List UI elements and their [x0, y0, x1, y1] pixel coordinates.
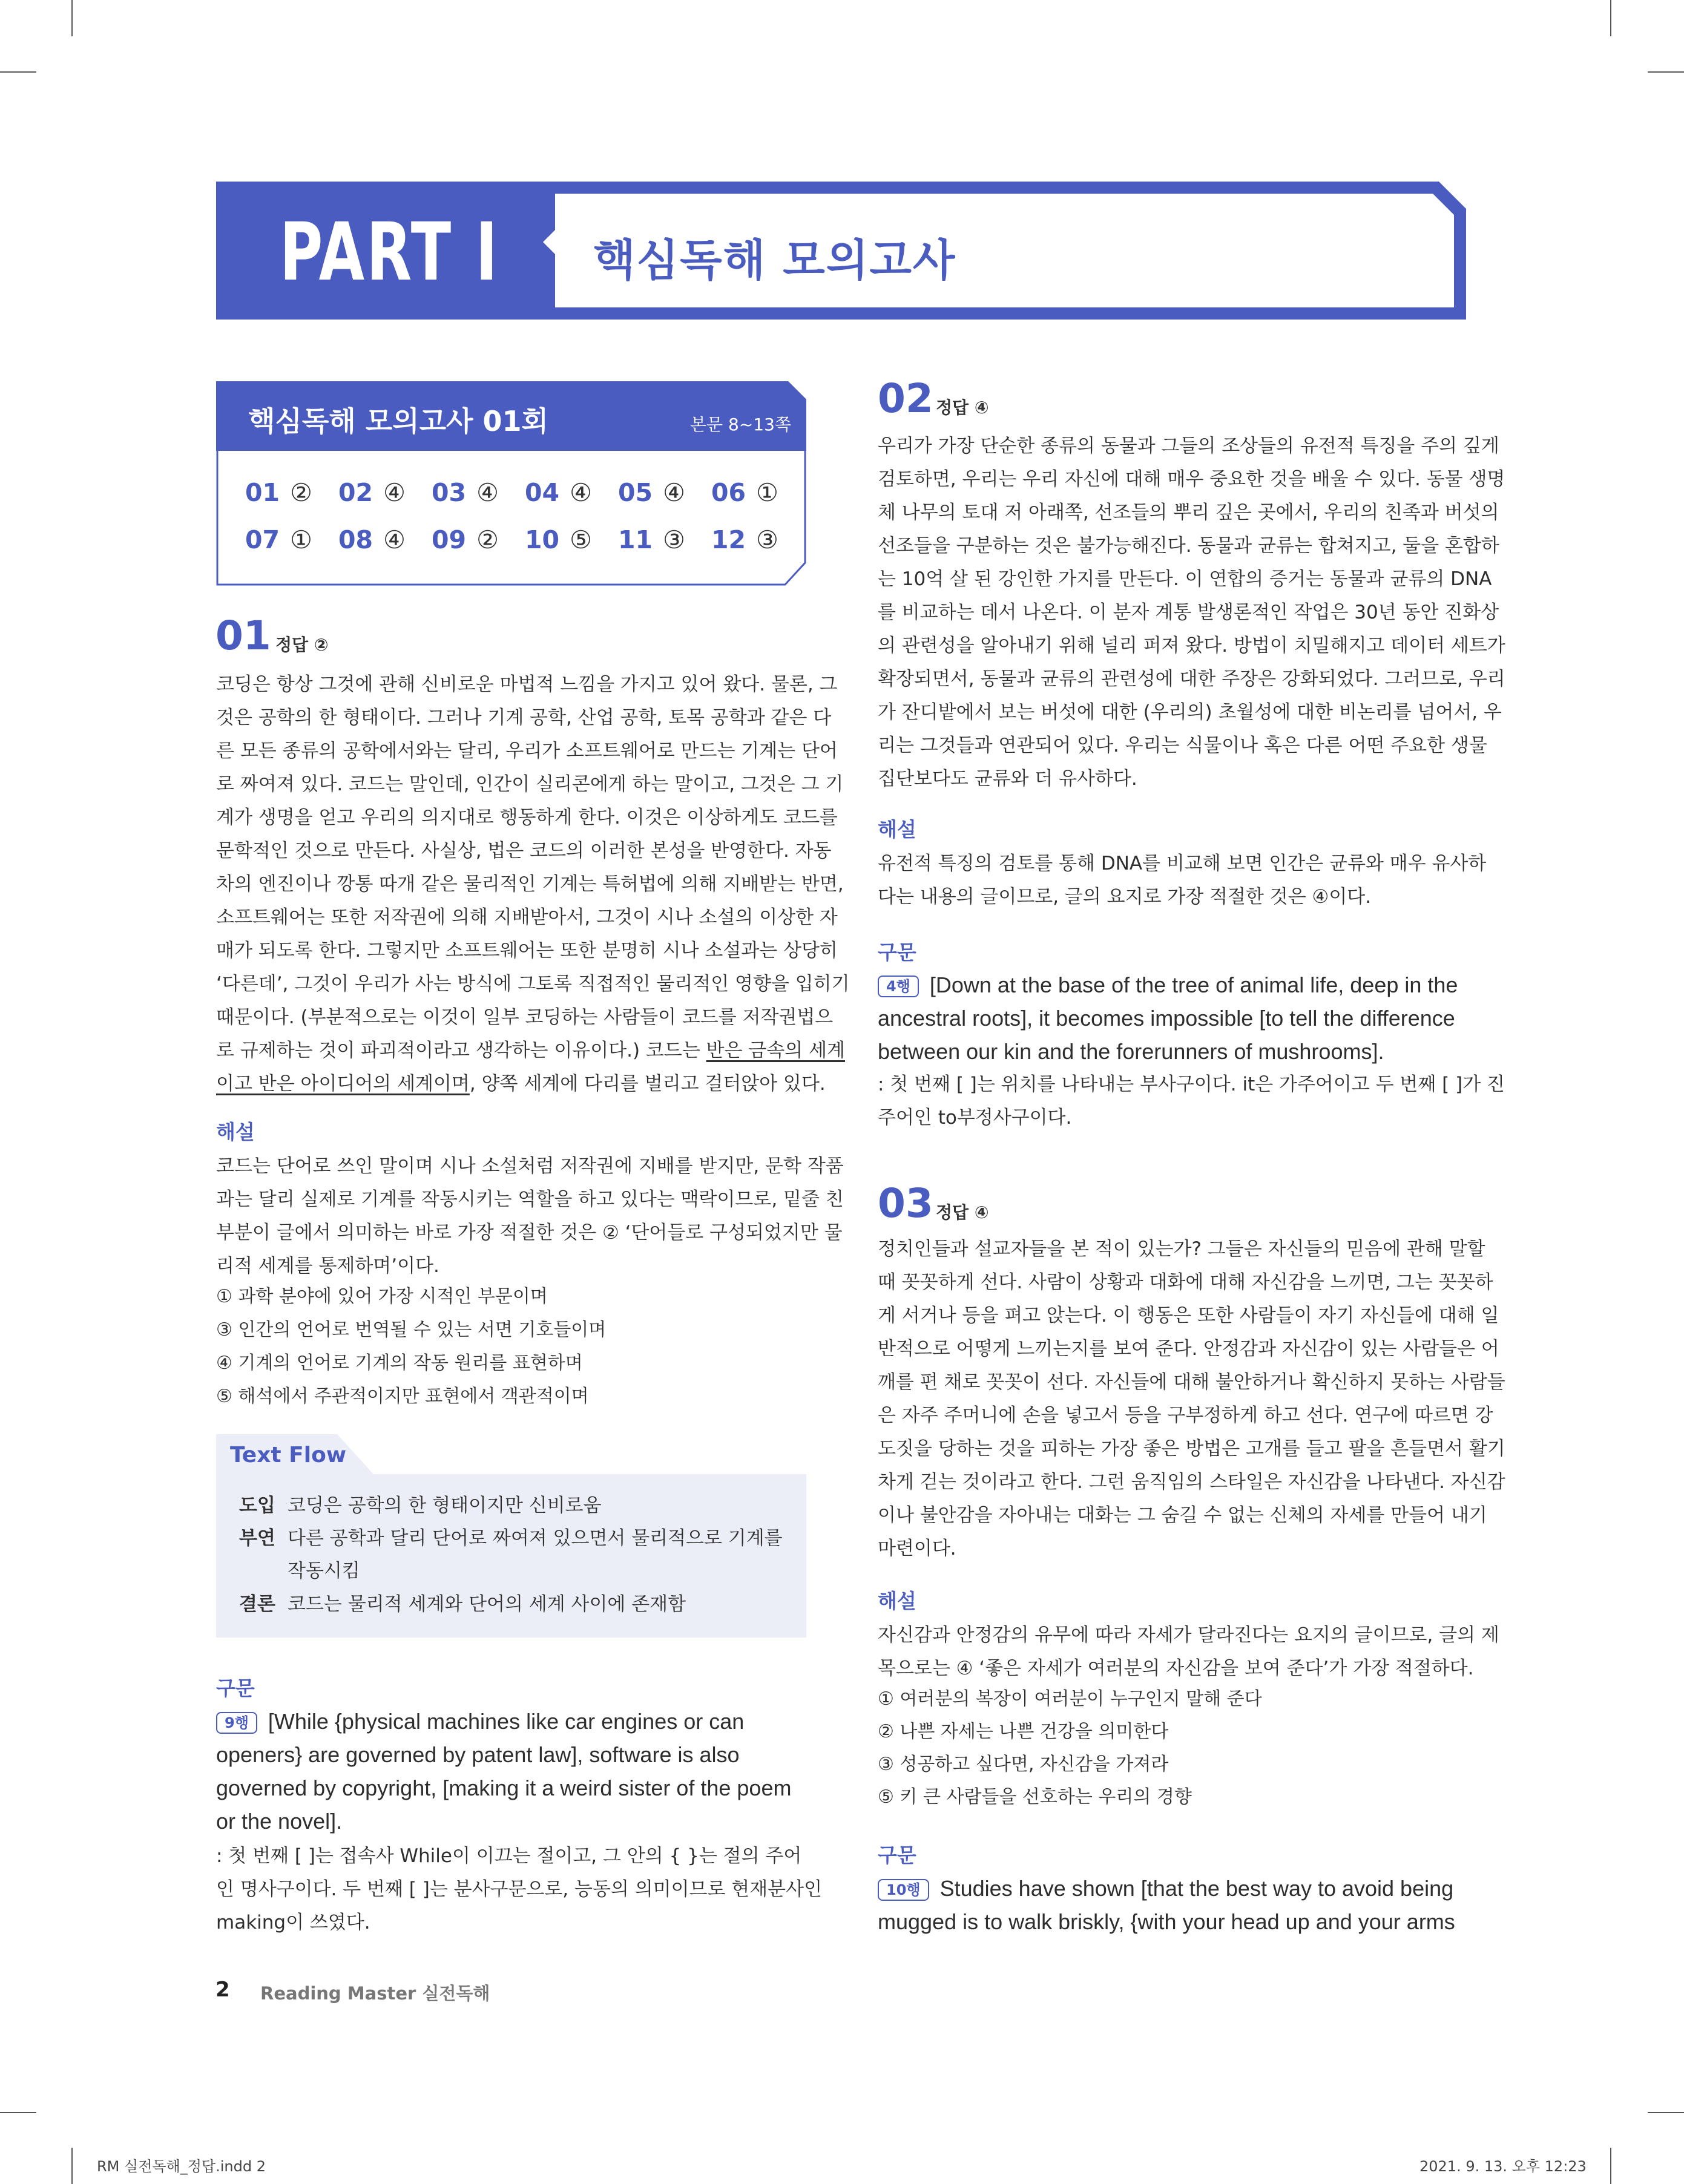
textflow-label: Text Flow [230, 1443, 347, 1467]
textflow-text: 다른 공학과 달리 단어로 짜여져 있으면서 물리적으로 기계를 [288, 1527, 783, 1549]
syntax-text: [Down at the base of the tree of animal life, deep in the [929, 972, 1458, 997]
text-line: 도짓을 당하는 것을 피하는 가장 좋은 방법은 고개를 들고 팔을 흔들면서 활기 [878, 1438, 1505, 1460]
text-line: ⑤ 해석에서 주관적이지만 표현에서 객관적이며 [216, 1386, 589, 1407]
syntax-line [878, 1872, 1453, 1905]
text-line: ⑤ 키 큰 사람들을 선호하는 우리의 경향 [878, 1786, 1192, 1808]
answer-item [525, 478, 592, 507]
text-line: ① 과학 분야에 있어 가장 시적인 부문이며 [216, 1286, 548, 1307]
answer-number: 03 [432, 478, 467, 507]
answer-number: 07 [245, 525, 280, 554]
text-line: 이고 반은 아이디어의 세계이며, 양쪽 세계에 다리를 벌리고 걸터앉아 있다. [216, 1073, 826, 1095]
crop-mark [1610, 0, 1611, 36]
answer-choice: ④ [375, 478, 406, 507]
crop-mark [1648, 71, 1684, 73]
crop-mark [71, 2148, 73, 2184]
syntax-text: mugged is to walk briskly, {with your head up and your arms [878, 1909, 1455, 1934]
answer-item [245, 525, 312, 554]
text-line: 부분이 글에서 의미하는 바로 가장 적절한 것은 ② ‘단어들로 구성되었지만 물 [216, 1222, 843, 1244]
text-line: ① 여러분의 복장이 여러분이 누구인지 말해 준다 [878, 1688, 1262, 1710]
answer-choice: ① [748, 478, 778, 507]
answer-choice: ④ [469, 478, 499, 507]
answer-number: 05 [618, 478, 653, 507]
text-line: 선조들을 구분하는 것은 불가능해진다. 동물과 균류는 합쳐지고, 둘을 혼합하 [878, 535, 1499, 557]
answer-choice: ④ [655, 478, 685, 507]
line-tag: 10행 [878, 1879, 929, 1901]
crop-mark [1610, 2148, 1611, 2184]
book-title: Reading Master 실전독해 [260, 1983, 490, 2004]
answer-choice: ⑤ [562, 525, 592, 554]
syntax-text: between our kin and the forerunners of mushrooms]. [878, 1039, 1384, 1064]
line-tag: 9행 [216, 1712, 257, 1734]
text-line: 매가 되도록 한다. 그렇지만 소프트웨어는 또한 분명히 시나 소설과는 상당히 [216, 940, 838, 962]
textflow-row [239, 1589, 686, 1616]
text-line: 이나 불안감을 자아내는 대화는 그 숨길 수 없는 신체의 자세를 만들어 내기 [878, 1504, 1487, 1526]
answer-number: 09 [432, 525, 467, 554]
textflow-text: 작동시킴 [288, 1560, 360, 1582]
answer-number: 01 [245, 478, 280, 507]
syntax-text: [While {physical machines like car engines or can [268, 1709, 745, 1734]
text-line: 확장되면서, 동물과 균류의 관련성에 대한 주장은 강화되었다. 그러므로, 우리 [878, 668, 1505, 690]
crop-mark [71, 0, 73, 36]
text-line: 유전적 특징의 검토를 통해 DNA를 비교해 보면 인간은 균류와 매우 유사하 [878, 853, 1487, 874]
question-number: 03 [878, 1180, 933, 1227]
answer-item [618, 478, 685, 507]
textflow-row [239, 1555, 360, 1582]
text-line: 우리가 가장 단순한 종류의 동물과 그들의 조상들의 유전적 특징을 주의 깊게 [878, 435, 1499, 457]
line-tag: 4행 [878, 976, 919, 997]
answer-number: 12 [711, 525, 746, 554]
answer-number: 11 [618, 525, 653, 554]
text-line: ③ 성공하고 싶다면, 자신감을 가져라 [878, 1754, 1169, 1775]
text-line: 정치인들과 설교자들을 본 적이 있는가? 그들은 자신들의 믿음에 관해 말할 [878, 1238, 1485, 1260]
question-answer: 정답 ④ [936, 398, 989, 418]
text-line: 계가 생명을 얻고 우리의 의지대로 행동하게 한다. 이것은 이상하게도 코드를 [216, 807, 838, 828]
answer-item [432, 525, 499, 554]
text-line: 반적으로 어떻게 느끼는지를 보여 준다. 안정감과 자신감이 있는 사람들은 어 [878, 1338, 1499, 1360]
syntax-line [878, 1035, 1384, 1068]
crop-mark [0, 71, 36, 73]
syntax-text: Studies have shown [that the best way to avoid being [939, 1876, 1454, 1901]
answer-choice: ③ [655, 525, 685, 554]
answer-number: 08 [338, 525, 373, 554]
text-line: 리적 세계를 통제하며’이다. [216, 1255, 439, 1277]
syntax-label: 구문 [216, 1676, 255, 1700]
textflow-row [239, 1523, 783, 1550]
text-line: 다는 내용의 글이므로, 글의 요지로 가장 적절한 것은 ④이다. [878, 886, 1372, 908]
syntax-line [216, 1738, 740, 1771]
text-line: 체 나무의 토대 저 아래쪽, 선조들의 뿌리 깊은 곳에서, 우리의 친족과 버섯의 [878, 502, 1499, 523]
answer-box-title: 핵심독해 모의고사 01회 [248, 405, 548, 438]
answer-item [245, 478, 312, 507]
text-line: 때 꼿꼿하게 선다. 사람이 상황과 대화에 대해 자신감을 느끼면, 그는 꼿꼿하 [878, 1271, 1493, 1293]
text-line: 리는 그것들과 연관되어 있다. 우리는 식물이나 혹은 다른 어떤 주요한 생물 [878, 735, 1487, 756]
syntax-line [216, 1705, 744, 1738]
syntax-line [878, 968, 1458, 1002]
textflow-key: 도입 [239, 1495, 275, 1517]
syntax-text: governed by copyright, [making it a weird sister of the poem [216, 1776, 792, 1800]
syntax-text: openers} are governed by patent law], software is also [216, 1742, 740, 1767]
syntax-line [878, 1905, 1455, 1938]
explain-label: 해설 [878, 1589, 916, 1613]
text-line: 목으로는 ④ ‘좋은 자세가 여러분의 자신감을 보여 준다’가 가장 적절하다. [878, 1658, 1474, 1679]
crop-mark [0, 2112, 36, 2113]
text-line: 차의 엔진이나 깡통 따개 같은 물리적인 기계는 특허법에 의해 지배받는 반면, [216, 873, 844, 895]
answer-choice: ④ [375, 525, 406, 554]
text-line: 때문이다. (부분적으로는 이것이 일부 코딩하는 사람들이 코드를 저작권법으 [216, 1006, 834, 1028]
date-slug: 2021. 9. 13. 오후 12:23 [1419, 2158, 1587, 2175]
answer-number: 06 [711, 478, 746, 507]
text-line: 자신감과 안정감의 유무에 따라 자세가 달라진다는 요지의 글이므로, 글의 제 [878, 1624, 1499, 1646]
text-line: : 첫 번째 [ ]는 접속사 While이 이끄는 절이고, 그 안의 { }는 절의 주어 [216, 1845, 802, 1867]
text-line: 깨를 편 채로 꼿꼿이 선다. 자신들에 대해 불안하거나 확신하지 못하는 사람들 [878, 1371, 1505, 1393]
text-line: 가 잔디밭에서 보는 버섯에 대한 (우리의) 초월성에 대한 비논리를 넘어서, 우 [878, 701, 1502, 723]
answer-choice: ④ [562, 478, 592, 507]
syntax-line [216, 1771, 791, 1805]
answer-number: 10 [525, 525, 560, 554]
text-line: ② 나쁜 자세는 나쁜 건강을 의미한다 [878, 1721, 1169, 1742]
text-line: 소프트웨어는 또한 저작권에 의해 지배받아서, 그것이 시나 소설의 이상한 자 [216, 907, 838, 928]
answer-item [338, 478, 406, 507]
page-number: 2 [215, 1978, 230, 2002]
syntax-label: 구문 [878, 940, 916, 964]
answer-choice: ② [469, 525, 499, 554]
text-line: 게 서거나 등을 펴고 앉는다. 이 행동은 또한 사람들이 자기 자신들에 대해 일 [878, 1305, 1499, 1326]
text-line: 른 모든 종류의 공학에서와는 달리, 우리가 소프트웨어로 만드는 기계는 단어 [216, 740, 838, 762]
text-line: 주어인 to부정사구이다. [878, 1107, 1072, 1129]
text-line: 코딩은 항상 그것에 관해 신비로운 마법적 느낌을 가지고 있어 왔다. 물론, 그 [216, 674, 838, 695]
answer-item [618, 525, 685, 554]
text-line: 로 짜여져 있다. 코드는 말인데, 인간이 실리콘에게 하는 말이고, 그것은 그 기 [216, 773, 844, 795]
question-number: 02 [878, 375, 933, 422]
answer-choice: ② [282, 478, 312, 507]
text-line: 로 규제하는 것이 파괴적이라고 생각하는 이유이다.) 코드는 반은 금속의 세계 [216, 1040, 845, 1061]
answer-number: 04 [525, 478, 560, 507]
page-title: 핵심독해 모의고사 [593, 235, 956, 286]
textflow-row [239, 1490, 602, 1517]
text-line: 과는 달리 실제로 기계를 작동시키는 역할을 하고 있다는 맥락이므로, 밑줄 친 [216, 1189, 844, 1210]
text-line: : 첫 번째 [ ]는 위치를 나타내는 부사구이다. it은 가주어이고 두 번째 [ ]가 진 [878, 1074, 1505, 1095]
question-number: 01 [215, 612, 271, 659]
text-line: 는 10억 살 된 강인한 가지를 만든다. 이 연합의 증거는 동물과 균류의 DNA [878, 568, 1492, 590]
textflow-text: 코드는 물리적 세계와 단어의 세계 사이에 존재함 [288, 1593, 686, 1615]
question-answer: 정답 ④ [936, 1202, 989, 1222]
text-line: ③ 인간의 언어로 번역될 수 있는 서면 기호들이며 [216, 1319, 607, 1340]
answer-item [711, 525, 778, 554]
answer-item [338, 525, 406, 554]
text-line: 검토하면, 우리는 우리 자신에 대해 매우 중요한 것을 배울 수 있다. 동물 생명 [878, 468, 1505, 490]
text-line: ④ 기계의 언어로 기계의 작동 원리를 표현하며 [216, 1353, 583, 1374]
text-line: 를 비교하는 데서 나온다. 이 분자 계통 발생론적인 작업은 30년 동안 진화상 [878, 602, 1499, 623]
textflow-key: 부연 [239, 1527, 275, 1549]
text-line: 은 자주 주머니에 손을 넣고서 등을 구부정하게 하고 선다. 연구에 따르면 강 [878, 1405, 1493, 1426]
textflow-text: 코딩은 공학의 한 형태이지만 신비로움 [288, 1495, 602, 1517]
crop-mark [1648, 2112, 1684, 2113]
textflow-key: 결론 [239, 1593, 275, 1615]
part-label: PART I [280, 206, 500, 299]
syntax-text: ancestral roots], it becomes impossible [to tell the difference [878, 1006, 1455, 1031]
text-line: 차게 걷는 것이라고 한다. 그런 움직임의 스타일은 자신감을 나타낸다. 자신감 [878, 1471, 1505, 1493]
text-line: 코드는 단어로 쓰인 말이며 시나 소설처럼 저작권에 지배를 받지만, 문학 작품 [216, 1155, 844, 1177]
file-slug: RM 실전독해_정답.indd 2 [97, 2158, 266, 2175]
answer-choice: ① [282, 525, 312, 554]
syntax-label: 구문 [878, 1843, 916, 1867]
text-line: 문학적인 것으로 만든다. 사실상, 법은 코드의 이러한 본성을 반영한다. 자동 [216, 840, 832, 862]
text-line: 마련이다. [878, 1538, 956, 1559]
answer-box-reference: 본문 8~13쪽 [690, 415, 791, 435]
text-line: ‘다른데’, 그것이 우리가 사는 방식에 그토록 직접적인 물리적인 영향을 입히기 [216, 973, 850, 995]
explain-label: 해설 [216, 1120, 255, 1144]
explain-label: 해설 [878, 818, 916, 841]
text-line: 인 명사구이다. 두 번째 [ ]는 분사구문으로, 능동의 의미이므로 현재분사인 [216, 1878, 823, 1900]
answer-choice: ③ [748, 525, 778, 554]
syntax-text: or the novel]. [216, 1809, 343, 1834]
text-line: 집단보다도 균류와 더 유사하다. [878, 768, 1137, 790]
answer-number: 02 [338, 478, 373, 507]
syntax-line [216, 1805, 342, 1838]
text-line: 의 관련성을 알아내기 위해 널리 퍼져 왔다. 방법이 치밀해지고 데이터 세트가 [878, 635, 1505, 657]
text-line: 것은 공학의 한 형태이다. 그러나 기계 공학, 산업 공학, 토목 공학과 같은 다 [216, 707, 832, 729]
answer-item [432, 478, 499, 507]
text-line: making이 쓰였다. [216, 1912, 370, 1933]
answer-item [711, 478, 778, 507]
syntax-line [878, 1002, 1455, 1035]
answer-item [525, 525, 592, 554]
question-answer: 정답 ② [275, 635, 329, 655]
